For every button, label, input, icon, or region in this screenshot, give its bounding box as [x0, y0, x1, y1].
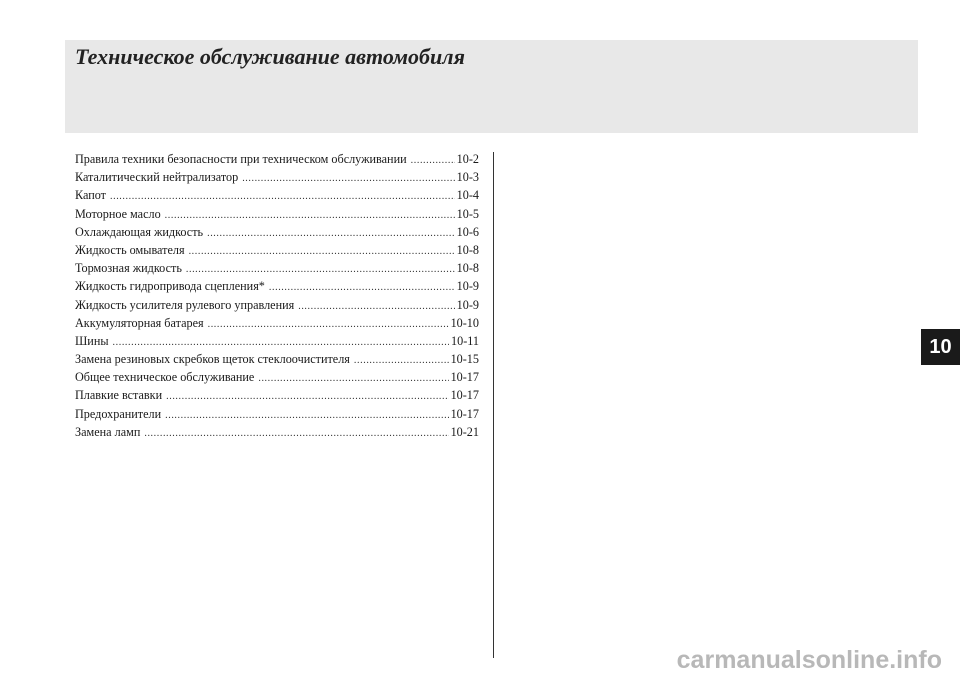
toc-entry[interactable] [75, 332, 479, 350]
toc-dot-leader [298, 298, 454, 316]
toc-entry-title: Охлаждающая жидкость [75, 224, 204, 239]
toc-entry-title: Капот [75, 188, 106, 203]
toc-entry-title: Каталитический нейтрализатор [75, 170, 239, 185]
toc-entry[interactable] [75, 405, 479, 423]
toc-entry[interactable] [75, 223, 479, 241]
page-title: Техническое обслуживание автомобиля [75, 44, 465, 69]
watermark: carmanualsonline.info [676, 646, 942, 674]
toc-entry[interactable] [75, 241, 479, 259]
toc-page-number: 10-4 [456, 188, 479, 203]
toc-dot-leader [258, 370, 448, 388]
toc-dot-leader [207, 225, 455, 243]
toc-dot-leader [165, 207, 455, 225]
toc-page-number: 10-15 [450, 352, 479, 367]
toc-page-number: 10-3 [456, 170, 479, 185]
chapter-tab: 10 [921, 329, 960, 365]
toc-entry[interactable] [75, 277, 479, 295]
toc-page-number: 10-11 [451, 333, 479, 348]
toc-entry-title: Моторное масло [75, 206, 161, 221]
toc-dot-leader [189, 243, 455, 261]
toc-entry-title: Тормозная жидкость [75, 261, 182, 276]
toc-entry[interactable] [75, 350, 479, 368]
toc-page-number: 10-17 [450, 406, 479, 421]
toc-entry[interactable] [75, 368, 479, 386]
chapter-header [65, 40, 918, 133]
toc-page-number: 10-17 [450, 388, 479, 403]
toc-page-number: 10-5 [456, 206, 479, 221]
toc-entry[interactable] [75, 314, 479, 332]
toc-dot-leader [165, 407, 448, 425]
toc-entry-title: Жидкость усилителя рулевого управления [75, 297, 295, 312]
toc-dot-leader [242, 170, 454, 188]
toc-entry-title: Правила техники безопасности при техническом обслуживании [75, 152, 407, 166]
toc-entry-title: Общее техническое обслуживание [75, 370, 255, 385]
toc-entry-title: Жидкость омывателя [75, 242, 185, 257]
toc-dot-leader [411, 152, 455, 170]
toc-entry-title: Замена резиновых скребков щеток стеклоочистителя [75, 352, 350, 367]
toc-page-number: 10-9 [456, 297, 479, 312]
toc-entry[interactable] [75, 259, 479, 277]
toc-dot-leader [269, 279, 455, 297]
toc-page-number: 10-8 [456, 261, 479, 276]
toc-page-number: 10-21 [450, 424, 479, 439]
column-divider [493, 152, 494, 658]
toc-entry-title: Аккумуляторная батарея [75, 315, 204, 330]
toc-page-number: 10-10 [450, 315, 479, 330]
toc-entry-title: Шины [75, 333, 109, 348]
toc-dot-leader [110, 188, 455, 206]
toc-entry-title: Жидкость гидропривода сцепления* [75, 279, 265, 294]
toc-entry-title: Плавкие вставки [75, 388, 163, 403]
toc-entry[interactable] [75, 423, 479, 441]
toc-page-number: 10-2 [456, 152, 479, 166]
table-of-contents [75, 150, 479, 441]
toc-entry[interactable] [75, 205, 479, 223]
toc-entry[interactable] [75, 186, 479, 204]
toc-page-number: 10-6 [456, 224, 479, 239]
toc-dot-leader [354, 352, 449, 370]
toc-entry-title: Предохранители [75, 406, 162, 421]
toc-entry[interactable] [75, 386, 479, 404]
toc-page-number: 10-9 [456, 279, 479, 294]
toc-dot-leader [208, 316, 449, 334]
toc-entry-title: Замена ламп [75, 424, 141, 439]
toc-page-number: 10-8 [456, 242, 479, 257]
toc-dot-leader [144, 425, 448, 443]
toc-dot-leader [166, 388, 448, 406]
toc-page-number: 10-17 [450, 370, 479, 385]
toc-entry[interactable] [75, 150, 479, 168]
toc-entry[interactable] [75, 296, 479, 314]
toc-entry[interactable] [75, 168, 479, 186]
